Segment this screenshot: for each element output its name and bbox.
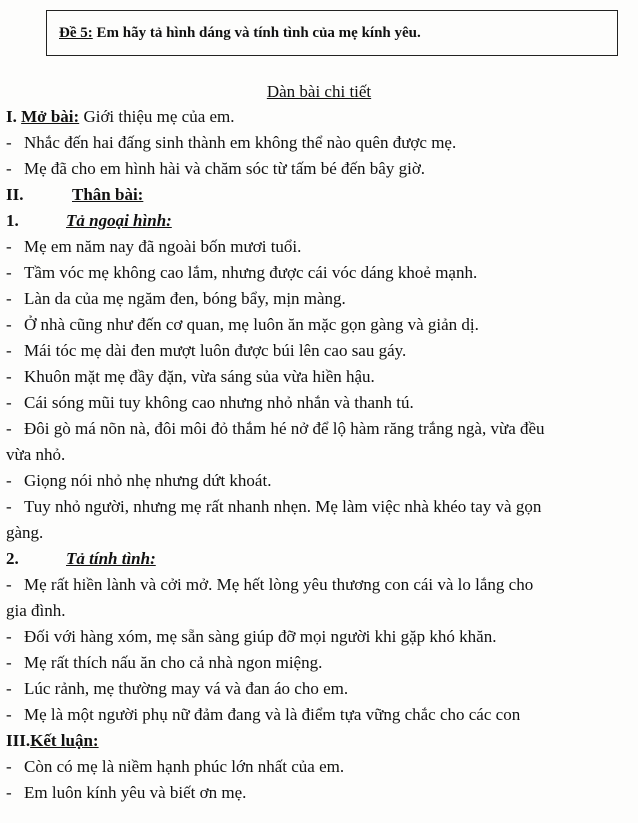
conclusion-heading-line xyxy=(6,731,99,751)
personality-heading: Tả tính tình: xyxy=(66,549,156,568)
list-item: - Đối với hàng xóm, mẹ sẵn sàng giúp đỡ mọi người khi gặp khó khăn. xyxy=(6,627,497,646)
body-number: II. xyxy=(6,185,24,204)
list-item: - Khuôn mặt mẹ đầy đặn, vừa sáng sủa vừa hiền hậu. xyxy=(6,367,375,386)
list-item: - Cái sóng mũi tuy không cao nhưng nhỏ nhắn và thanh tú. xyxy=(6,393,414,412)
list-item: - Mẹ là một người phụ nữ đảm đang và là điểm tựa vững chắc cho các con xyxy=(6,705,521,724)
appearance-heading: Tả ngoại hình: xyxy=(66,211,172,230)
topic-box xyxy=(46,10,618,56)
list-item: - Mẹ đã cho em hình hài và chăm sóc từ tấm bé đến bây giờ. xyxy=(6,159,426,178)
body-heading: Thân bài: xyxy=(72,185,144,204)
topic-label: Đề 5: xyxy=(59,25,93,41)
list-item: - Còn có mẹ là niềm hạnh phúc lớn nhất của em. xyxy=(6,757,345,776)
list-item: - Em luôn kính yêu và biết ơn mẹ. xyxy=(6,783,247,802)
intro-heading-line xyxy=(6,107,235,127)
appearance-heading-line xyxy=(6,211,172,231)
list-item: - Mái tóc mẹ dài đen mượt luôn được búi lên cao sau gáy. xyxy=(6,341,407,360)
conclusion-heading: Kết luận: xyxy=(30,731,99,750)
list-item: - Giọng nói nhỏ nhẹ nhưng dứt khoát. xyxy=(6,471,272,490)
list-item: - Tầm vóc mẹ không cao lắm, nhưng được cái vóc dáng khoẻ mạnh. xyxy=(6,263,478,282)
list-item: - Nhắc đến hai đấng sinh thành em không thể nào quên được mẹ. xyxy=(6,133,457,152)
topic-text: Em hãy tả hình dáng và tính tình của mẹ kính yêu. xyxy=(92,25,421,41)
list-item: - Tuy nhỏ người, nhưng mẹ rất nhanh nhẹn. Mẹ làm việc nhà khéo tay và gọn xyxy=(6,497,542,516)
conclusion-number: III. xyxy=(6,731,31,750)
list-item: - Đôi gò má nõn nà, đôi môi đỏ thắm hé nở để lộ hàm răng trắng ngà, vừa đều xyxy=(6,419,545,438)
list-item-continuation: vừa nhỏ. xyxy=(6,445,66,464)
list-item-continuation: gàng. xyxy=(6,523,44,542)
list-item: - Mẹ em năm nay đã ngoài bốn mươi tuổi. xyxy=(6,237,302,256)
list-item: - Ở nhà cũng như đến cơ quan, mẹ luôn ăn mặc gọn gàng và giản dị. xyxy=(6,315,479,334)
intro-heading: Mở bài: xyxy=(21,107,80,126)
personality-number: 2. xyxy=(6,549,19,568)
list-item: - Làn da của mẹ ngăm đen, bóng bẩy, mịn màng. xyxy=(6,289,346,308)
intro-text: Giới thiệu mẹ của em. xyxy=(79,107,235,126)
list-item-continuation: gia đình. xyxy=(6,601,66,620)
list-item: - Mẹ rất hiền lành và cởi mở. Mẹ hết lòng yêu thương con cái và lo lắng cho xyxy=(6,575,534,594)
appearance-number: 1. xyxy=(6,211,19,230)
list-item: - Lúc rảnh, mẹ thường may vá và đan áo cho em. xyxy=(6,679,349,698)
outline-title: Dàn bài chi tiết xyxy=(266,82,372,101)
body-heading-line xyxy=(6,185,143,205)
intro-number: I. xyxy=(6,107,17,126)
list-item: - Mẹ rất thích nấu ăn cho cả nhà ngon miệng. xyxy=(6,653,323,672)
personality-heading-line xyxy=(6,549,156,569)
